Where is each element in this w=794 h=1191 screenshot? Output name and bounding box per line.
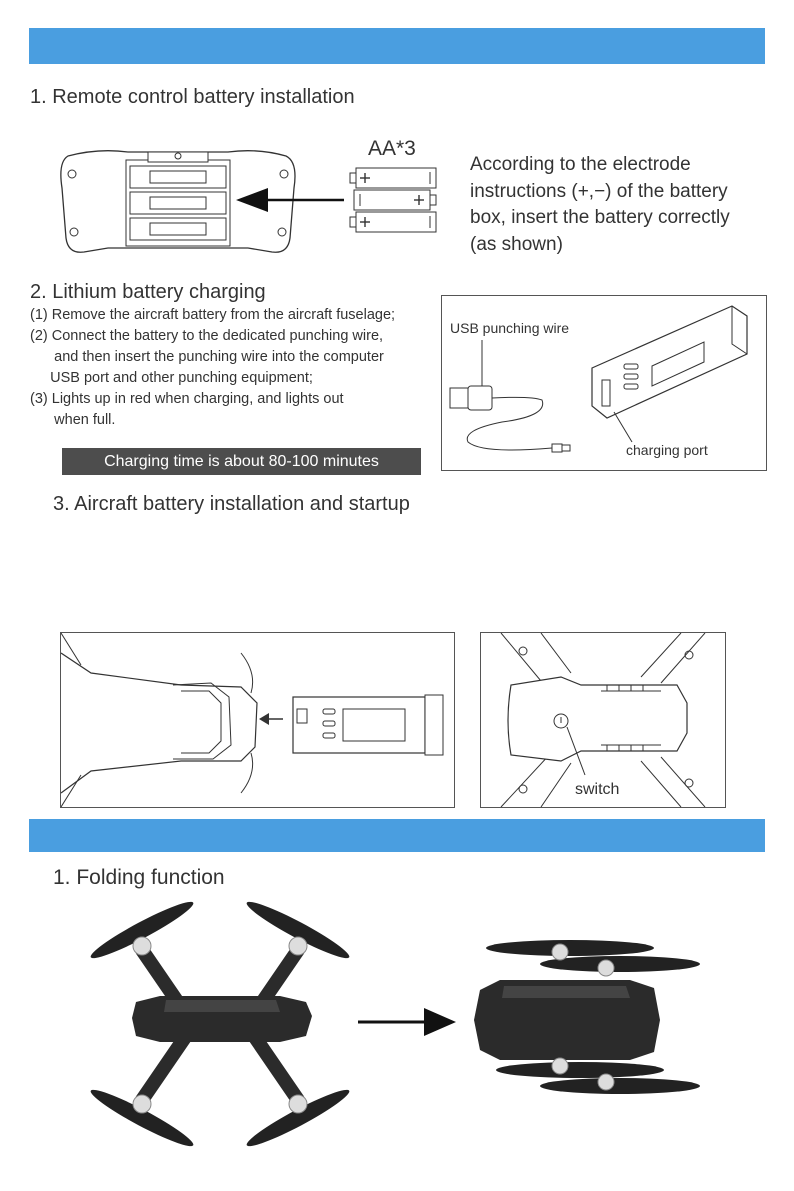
- battery-install-diagram: [60, 632, 455, 808]
- callout-line: instructions (+,−) of the battery: [470, 180, 728, 202]
- callout-line: According to the electrode: [470, 154, 691, 175]
- lipo-battery-icon: [592, 306, 747, 442]
- callout-line: (as shown): [470, 233, 563, 255]
- battery-pack-icon: [293, 695, 443, 755]
- step-line: (2) Connect the battery to the dedicated punching wire,: [30, 328, 384, 344]
- section-header-band: [29, 28, 765, 64]
- switch-diagram: [480, 632, 726, 808]
- callout-line: box, insert the battery correctly: [470, 207, 730, 228]
- electrode-instructions: [470, 152, 730, 258]
- lithium-charging-heading: 2. Lithium battery charging: [30, 281, 266, 303]
- step-line: (3) Lights up in red when charging, and lights out: [30, 391, 344, 407]
- unfolded-drone-illustration: [80, 900, 360, 1150]
- usb-cable-icon: [442, 296, 766, 470]
- aa-batteries-icon: [350, 166, 440, 236]
- step-line: USB port and other punching equipment;: [30, 370, 313, 386]
- charging-time-badge: Charging time is about 80-100 minutes: [62, 448, 421, 475]
- step-line: when full.: [30, 412, 116, 428]
- insert-arrow-icon: [236, 186, 346, 214]
- step-line: (1) Remove the aircraft battery from the aircraft fuselage;: [30, 307, 396, 323]
- remote-battery-heading: 1. Remote control battery installation: [30, 86, 355, 108]
- charging-diagram: [441, 295, 767, 471]
- switch-label: switch: [575, 781, 620, 798]
- folding-function-heading: 1. Folding function: [53, 866, 225, 889]
- usb-wire-label: USB punching wire: [450, 320, 570, 336]
- section-header-band: [29, 819, 765, 852]
- drone-tail-illustration: [61, 633, 454, 807]
- charging-steps: [30, 305, 395, 431]
- charging-port-label: charging port: [626, 442, 708, 458]
- fold-arrow-icon: [358, 1006, 458, 1038]
- aircraft-battery-heading: 3. Aircraft battery installation and startup: [53, 493, 410, 515]
- step-line: and then insert the punching wire into the computer: [30, 349, 384, 365]
- folded-drone-illustration: [470, 930, 700, 1110]
- battery-count-label: AA*3: [368, 137, 416, 160]
